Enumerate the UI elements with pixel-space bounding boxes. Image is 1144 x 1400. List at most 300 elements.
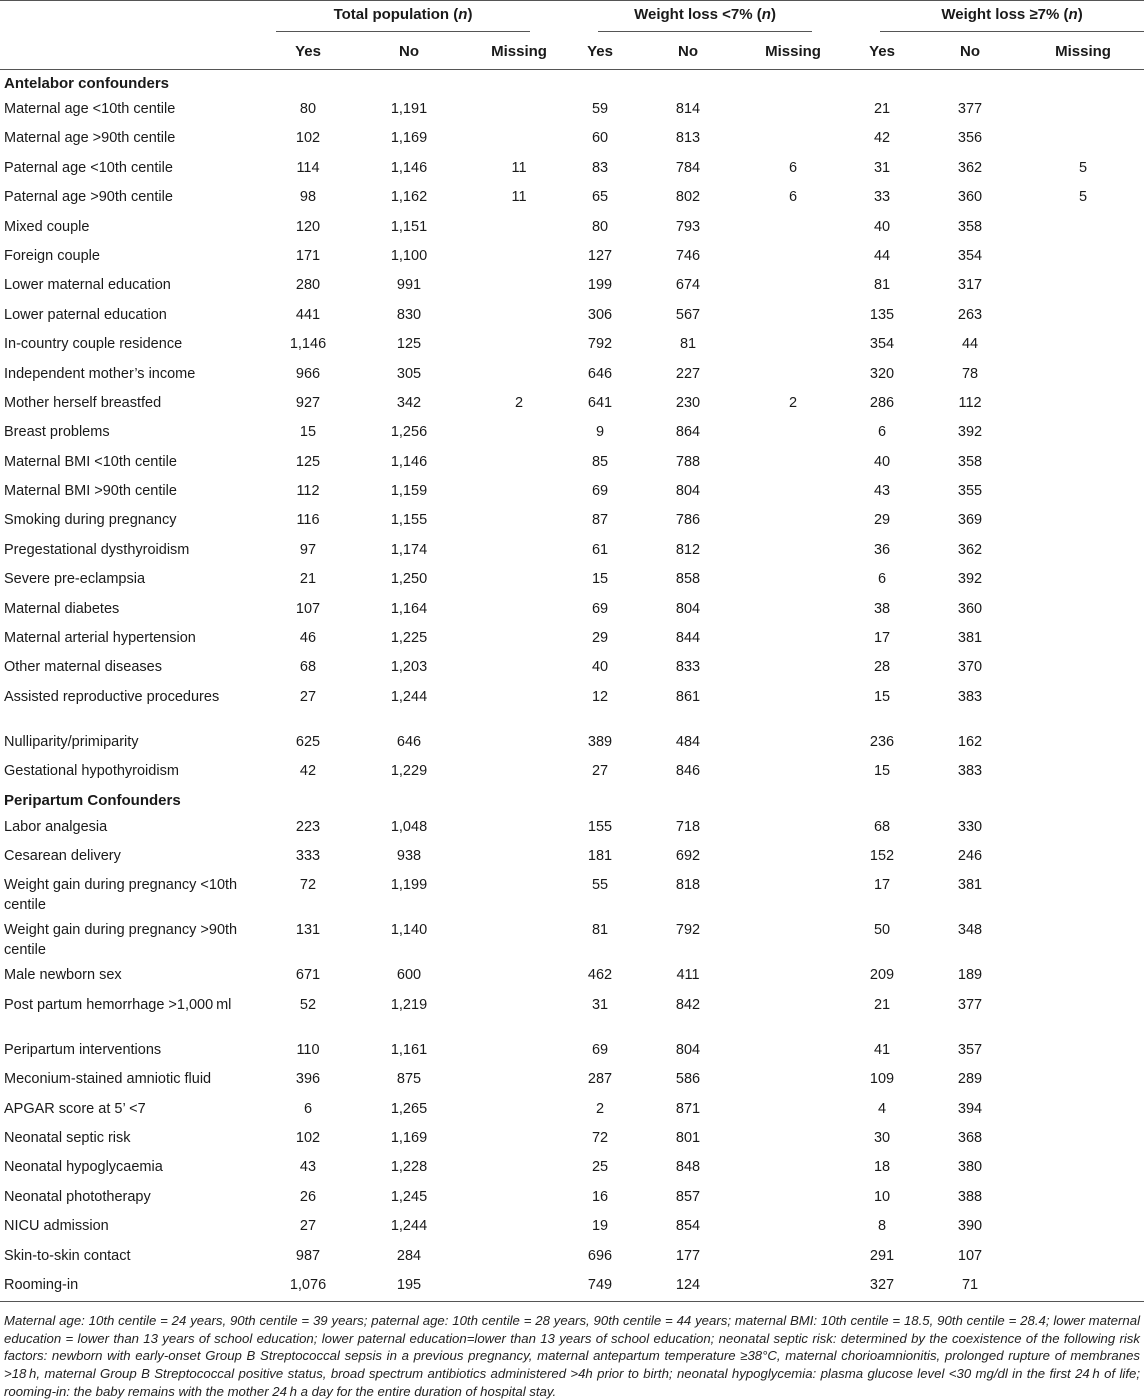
table-cell: 27 — [299, 688, 317, 705]
table-cell — [1022, 566, 1144, 595]
table-cell: 11 — [511, 159, 527, 176]
table-cell — [1022, 596, 1144, 625]
table-cell: 17 — [873, 630, 891, 647]
table-cell — [740, 1243, 846, 1272]
table-cell: 125 — [396, 336, 422, 353]
table-row — [0, 184, 1144, 213]
table-cell: 60 — [591, 130, 609, 147]
table-cell — [1022, 1096, 1144, 1125]
table-cell: 348 — [957, 922, 983, 939]
table-cell: 135 — [869, 306, 895, 323]
table-cell: 42 — [299, 763, 317, 780]
table-cell: 280 — [295, 277, 321, 294]
table-cell: 844 — [675, 630, 701, 647]
table-cell — [1022, 537, 1144, 566]
table-cell: 804 — [675, 600, 701, 617]
table-cell — [474, 1243, 564, 1272]
table-cell — [740, 684, 846, 729]
table-row — [0, 96, 1144, 125]
table-row — [0, 684, 1144, 729]
table-cell — [1022, 992, 1144, 1037]
table-cell: 987 — [295, 1247, 321, 1264]
table-cell — [740, 419, 846, 448]
table-row — [0, 155, 1144, 184]
col-missing: Missing — [1055, 42, 1111, 60]
row-label: Foreign couple — [4, 247, 100, 264]
table-cell: 1,244 — [390, 688, 428, 705]
row-label: Meconium-stained amniotic fluid — [4, 1071, 212, 1088]
table-cell: 625 — [295, 733, 321, 750]
table-cell — [740, 1125, 846, 1154]
table-cell: 390 — [957, 1218, 983, 1235]
row-label: Assisted reproductive procedures — [4, 688, 220, 705]
table-cell — [740, 1184, 846, 1213]
col-missing: Missing — [765, 42, 821, 60]
table-cell: 360 — [957, 600, 983, 617]
table-cell: 69 — [591, 1041, 609, 1058]
table-cell — [740, 843, 846, 872]
table-cell: 87 — [591, 512, 609, 529]
table-cell: 223 — [295, 818, 321, 835]
table-cell: 98 — [299, 189, 317, 206]
row-label: Neonatal phototherapy — [4, 1188, 151, 1205]
table-cell — [1022, 390, 1144, 419]
table-cell: 44 — [961, 336, 979, 353]
table-cell: 1,161 — [390, 1041, 428, 1058]
table-cell: 116 — [296, 512, 320, 529]
table-cell: 383 — [957, 763, 983, 780]
row-label: Labor analgesia — [4, 818, 108, 835]
table-cell — [1022, 1125, 1144, 1154]
table-cell: 462 — [587, 967, 613, 984]
table-cell — [740, 1154, 846, 1183]
group-header-lt7: Weight loss <7% (n) — [564, 1, 846, 33]
table-cell — [740, 125, 846, 154]
row-label: Smoking during pregnancy — [4, 512, 177, 529]
table-cell: 40 — [873, 218, 891, 235]
table-cell: 10 — [873, 1188, 891, 1205]
table-cell — [474, 814, 564, 843]
table-cell: 600 — [396, 967, 422, 984]
table-cell: 29 — [873, 512, 891, 529]
table-cell: 1,265 — [390, 1100, 428, 1117]
table-row — [0, 331, 1144, 360]
table-cell: 1,245 — [390, 1188, 428, 1205]
table-cell — [740, 758, 846, 787]
table-cell: 861 — [675, 688, 701, 705]
table-cell — [1022, 1154, 1144, 1183]
row-label: Severe pre-eclampsia — [4, 571, 146, 588]
table-cell: 1,250 — [390, 571, 428, 588]
table-cell: 317 — [957, 277, 983, 294]
table-cell: 30 — [873, 1129, 891, 1146]
table-cell: 230 — [675, 394, 701, 411]
table-row — [0, 390, 1144, 419]
table-cell — [740, 917, 846, 962]
table-row — [0, 1096, 1144, 1125]
table-cell: 55 — [591, 877, 609, 894]
table-cell: 162 — [957, 733, 983, 750]
table-cell — [474, 654, 564, 683]
table-cell: 320 — [869, 365, 895, 382]
table-cell: 1,076 — [289, 1276, 327, 1293]
table-cell: 15 — [591, 571, 609, 588]
table-cell — [1022, 814, 1144, 843]
table-cell — [474, 684, 564, 729]
table-cell: 6 — [303, 1100, 313, 1117]
table-cell: 71 — [961, 1276, 979, 1293]
row-label: Lower paternal education — [4, 306, 167, 323]
table-cell — [1022, 96, 1144, 125]
table-cell: 15 — [873, 763, 891, 780]
table-cell — [1022, 917, 1144, 962]
table-cell: 358 — [957, 218, 983, 235]
table-cell: 27 — [591, 763, 609, 780]
table-cell — [474, 758, 564, 787]
table-cell — [474, 331, 564, 360]
table-cell — [1022, 331, 1144, 360]
table-cell: 342 — [396, 394, 422, 411]
table-cell — [474, 125, 564, 154]
table-cell: 1,146 — [289, 336, 327, 353]
table-cell: 362 — [957, 159, 983, 176]
table-cell — [1022, 1037, 1144, 1066]
table-cell — [474, 507, 564, 536]
row-label: Nulliparity/primiparity — [4, 733, 139, 750]
table-cell — [1022, 962, 1144, 991]
table-cell — [474, 1272, 564, 1301]
table-cell: 875 — [396, 1071, 422, 1088]
table-cell: 358 — [957, 453, 983, 470]
table-cell: 1,100 — [390, 247, 428, 264]
table-cell: 236 — [869, 733, 895, 750]
table-cell — [740, 272, 846, 301]
table-cell: 305 — [396, 365, 422, 382]
table-cell: 131 — [295, 922, 321, 939]
table-cell: 107 — [957, 1247, 983, 1264]
table-cell: 69 — [591, 600, 609, 617]
table-row — [0, 814, 1144, 843]
col-yes: Yes — [869, 42, 895, 60]
table-row — [0, 596, 1144, 625]
table-cell: 29 — [591, 630, 609, 647]
table-cell: 102 — [295, 130, 321, 147]
confounders-table — [0, 1, 1144, 1301]
table-cell — [740, 814, 846, 843]
table-cell: 1,174 — [390, 541, 428, 558]
row-label: Weight gain during pregnancy >90th centile — [4, 922, 238, 959]
table-cell: 848 — [675, 1159, 701, 1176]
table-cell: 306 — [587, 306, 613, 323]
table-cell — [474, 1066, 564, 1095]
table-row — [0, 302, 1144, 331]
table-cell — [474, 302, 564, 331]
group-header-ge7: Weight loss ≥7% (n) — [846, 1, 1144, 33]
table-cell — [740, 1096, 846, 1125]
subheader-row — [0, 33, 1144, 69]
table-cell — [474, 96, 564, 125]
col-yes: Yes — [587, 42, 613, 60]
table-cell: 846 — [675, 763, 701, 780]
table-cell: 114 — [296, 159, 320, 176]
table-cell: 80 — [299, 101, 317, 117]
table-cell: 9 — [595, 424, 605, 441]
table-cell — [1022, 1213, 1144, 1242]
table-cell: 107 — [295, 600, 321, 617]
table-cell: 1,191 — [390, 101, 428, 117]
table-cell: 25 — [591, 1159, 609, 1176]
table-row — [0, 1037, 1144, 1066]
table-cell — [474, 566, 564, 595]
table-cell — [1022, 872, 1144, 917]
table-cell — [740, 962, 846, 991]
table-cell: 830 — [396, 306, 422, 323]
table-cell: 1,164 — [390, 600, 428, 617]
table-cell: 380 — [957, 1159, 983, 1176]
table-cell: 396 — [295, 1071, 321, 1088]
table-cell — [474, 272, 564, 301]
row-label: Paternal age >90th centile — [4, 189, 173, 206]
row-label: Skin-to-skin contact — [4, 1247, 131, 1264]
table-cell: 1,169 — [390, 130, 428, 147]
table-cell: 362 — [957, 541, 983, 558]
table-cell: 356 — [957, 130, 983, 147]
table-cell — [474, 1213, 564, 1242]
table-cell: 388 — [957, 1188, 983, 1205]
table-cell: 646 — [396, 733, 422, 750]
table-cell — [474, 243, 564, 272]
table-cell: 110 — [296, 1041, 320, 1058]
table-cell: 171 — [295, 247, 321, 264]
table-cell — [1022, 684, 1144, 729]
table-cell — [474, 419, 564, 448]
table-row — [0, 214, 1144, 243]
table-cell — [1022, 758, 1144, 787]
table-cell: 784 — [675, 159, 701, 176]
table-cell: 263 — [957, 306, 983, 323]
table-cell: 72 — [591, 1129, 609, 1146]
table-cell: 8 — [877, 1218, 887, 1235]
table-cell — [740, 361, 846, 390]
table-cell: 858 — [675, 571, 701, 588]
table-cell — [474, 449, 564, 478]
table-cell — [740, 1066, 846, 1095]
table-cell: 392 — [957, 424, 983, 441]
table-cell: 1,225 — [390, 630, 428, 647]
table-cell: 40 — [591, 659, 609, 676]
table-cell: 871 — [675, 1100, 701, 1117]
table-cell: 6 — [877, 571, 887, 588]
table-cell: 46 — [299, 630, 317, 647]
table-cell: 43 — [299, 1159, 317, 1176]
blank-corner — [0, 1, 272, 33]
table-cell: 696 — [587, 1247, 613, 1264]
table-cell: 369 — [957, 512, 983, 529]
table-cell: 42 — [873, 130, 891, 147]
col-no: No — [399, 42, 419, 60]
table-cell: 927 — [295, 394, 321, 411]
table-cell — [474, 537, 564, 566]
table-cell: 195 — [396, 1276, 422, 1293]
row-label: APGAR score at 5’ <7 — [4, 1100, 146, 1117]
table-cell: 1,229 — [390, 763, 428, 780]
table-cell: 6 — [788, 159, 798, 176]
table-cell: 83 — [591, 159, 609, 176]
table-cell: 991 — [396, 277, 422, 294]
table-row — [0, 917, 1144, 962]
table-cell: 112 — [296, 483, 320, 500]
row-label: Gestational hypothyroidism — [4, 763, 179, 780]
section-title: Peripartum Confounders — [4, 792, 181, 810]
table-cell: 966 — [295, 365, 321, 382]
table-cell: 289 — [957, 1071, 983, 1088]
table-cell: 59 — [591, 101, 609, 117]
table-cell: 69 — [591, 483, 609, 500]
table-cell: 354 — [869, 336, 895, 353]
table-cell — [740, 596, 846, 625]
table-cell: 802 — [675, 189, 701, 206]
table-cell — [1022, 1272, 1144, 1301]
table-cell — [740, 992, 846, 1037]
table-cell — [1022, 272, 1144, 301]
table-row — [0, 1066, 1144, 1095]
table-cell: 68 — [299, 659, 317, 676]
row-label: Post partum hemorrhage >1,000 ml — [4, 996, 232, 1013]
table-cell: 567 — [675, 306, 701, 323]
table-cell: 27 — [299, 1218, 317, 1235]
section-title: Antelabor confounders — [4, 74, 170, 92]
table-cell: 112 — [958, 394, 982, 411]
row-label: Cesarean delivery — [4, 847, 121, 864]
table-footnote: Maternal age: 10th centile = 24 years, 90th centile = 39 years; paternal age: 10th centile = 28 years, 90th centile = 44 years; maternal BMI: 10th centile = 18.5, 90th centile = 28.4; lower maternal education = lower than 13 years of school education; lower paternal education=lower than 13 years of school education; neonatal septic risk: determined by the coexistence of the following risk factors: newborn with early-onset Group B Streptococcal sepsis in a previous pregnancy, maternal antepartum temperature ≥38°C, maternal chorioamnionitis, prolonged rupture of membranes >18 h, maternal Group B Streptococcal positive status, broad spectrum antibiotics administered >4h prior to birth; neonatal hypoglycemia: plasma glucose level <30 mg/dl in the first 24 h of life; rooming-in: the baby remains with the mother 24 h a day for the entire duration of hospital stay. — [4, 1313, 1140, 1399]
table-cell: 40 — [873, 453, 891, 470]
table-cell — [474, 1154, 564, 1183]
table-cell: 127 — [587, 247, 613, 264]
table-cell: 692 — [675, 847, 701, 864]
table-cell — [740, 449, 846, 478]
table-cell — [474, 625, 564, 654]
table-cell: 41 — [873, 1041, 891, 1058]
table-cell: 17 — [873, 877, 891, 894]
group-header-total: Total population (n) — [272, 1, 564, 33]
table-cell — [740, 214, 846, 243]
table-cell: 284 — [396, 1247, 422, 1264]
table-cell — [474, 478, 564, 507]
table-cell: 327 — [869, 1276, 895, 1293]
table-cell: 246 — [957, 847, 983, 864]
table-cell: 671 — [295, 967, 321, 984]
table-cell: 804 — [675, 483, 701, 500]
table-cell: 377 — [957, 996, 983, 1013]
table-cell: 1,203 — [390, 659, 428, 676]
table-cell: 81 — [873, 277, 891, 294]
table-cell: 1,140 — [390, 922, 428, 939]
table-row — [0, 419, 1144, 448]
table-cell — [740, 625, 846, 654]
table-cell: 389 — [587, 733, 613, 750]
table-cell — [1022, 843, 1144, 872]
table-row — [0, 1272, 1144, 1301]
table-cell — [740, 729, 846, 758]
table-cell — [474, 1037, 564, 1066]
table-row — [0, 625, 1144, 654]
section-header — [0, 70, 1144, 96]
table-cell: 125 — [295, 453, 321, 470]
table-cell: 97 — [299, 541, 317, 558]
table-cell: 833 — [675, 659, 701, 676]
table-cell — [1022, 361, 1144, 390]
table-cell: 368 — [957, 1129, 983, 1146]
table-cell: 152 — [869, 847, 895, 864]
table-cell — [1022, 625, 1144, 654]
table-cell: 1,228 — [390, 1159, 428, 1176]
table-cell: 33 — [873, 189, 891, 206]
table-cell — [474, 361, 564, 390]
table-cell: 646 — [587, 365, 613, 382]
table-cell: 381 — [957, 630, 983, 647]
table-cell: 355 — [957, 483, 983, 500]
table-cell: 18 — [873, 1159, 891, 1176]
row-label: Neonatal hypoglycaemia — [4, 1159, 163, 1176]
row-label: Lower maternal education — [4, 277, 171, 294]
table-cell: 286 — [869, 394, 895, 411]
table-cell: 854 — [675, 1218, 701, 1235]
table-row — [0, 243, 1144, 272]
table-cell: 102 — [295, 1129, 321, 1146]
table-cell — [1022, 654, 1144, 683]
table-cell: 814 — [675, 101, 701, 117]
table-cell: 1,146 — [390, 453, 428, 470]
table-row — [0, 654, 1144, 683]
table-cell: 746 — [675, 247, 701, 264]
row-label: Breast problems — [4, 424, 110, 441]
table-cell: 804 — [675, 1041, 701, 1058]
table-row — [0, 1213, 1144, 1242]
table-cell: 441 — [295, 306, 321, 323]
table-cell — [1022, 449, 1144, 478]
table-row — [0, 729, 1144, 758]
table-cell: 78 — [961, 365, 979, 382]
table-cell: 2 — [595, 1100, 605, 1117]
table-cell: 209 — [869, 967, 895, 984]
table-cell: 19 — [591, 1218, 609, 1235]
table-cell — [740, 872, 846, 917]
table-cell: 120 — [295, 218, 321, 235]
table-cell — [740, 478, 846, 507]
table-cell: 1,151 — [390, 218, 428, 235]
table-cell: 1,199 — [390, 877, 428, 894]
table-cell: 189 — [957, 967, 983, 984]
table-cell: 65 — [591, 189, 609, 206]
table-cell: 31 — [873, 159, 891, 176]
table-cell — [740, 1037, 846, 1066]
table-cell: 842 — [675, 996, 701, 1013]
table-row — [0, 1184, 1144, 1213]
table-cell: 360 — [957, 189, 983, 206]
table-cell: 674 — [675, 277, 701, 294]
table-row — [0, 843, 1144, 872]
row-label: Maternal BMI <10th centile — [4, 453, 177, 470]
table-cell: 793 — [675, 218, 701, 235]
table-cell — [1022, 125, 1144, 154]
table-row — [0, 361, 1144, 390]
table-cell — [1022, 729, 1144, 758]
table-cell: 1,048 — [390, 818, 428, 835]
table-cell — [474, 729, 564, 758]
table-row — [0, 478, 1144, 507]
table-cell: 818 — [675, 877, 701, 894]
table-cell: 177 — [675, 1247, 701, 1264]
